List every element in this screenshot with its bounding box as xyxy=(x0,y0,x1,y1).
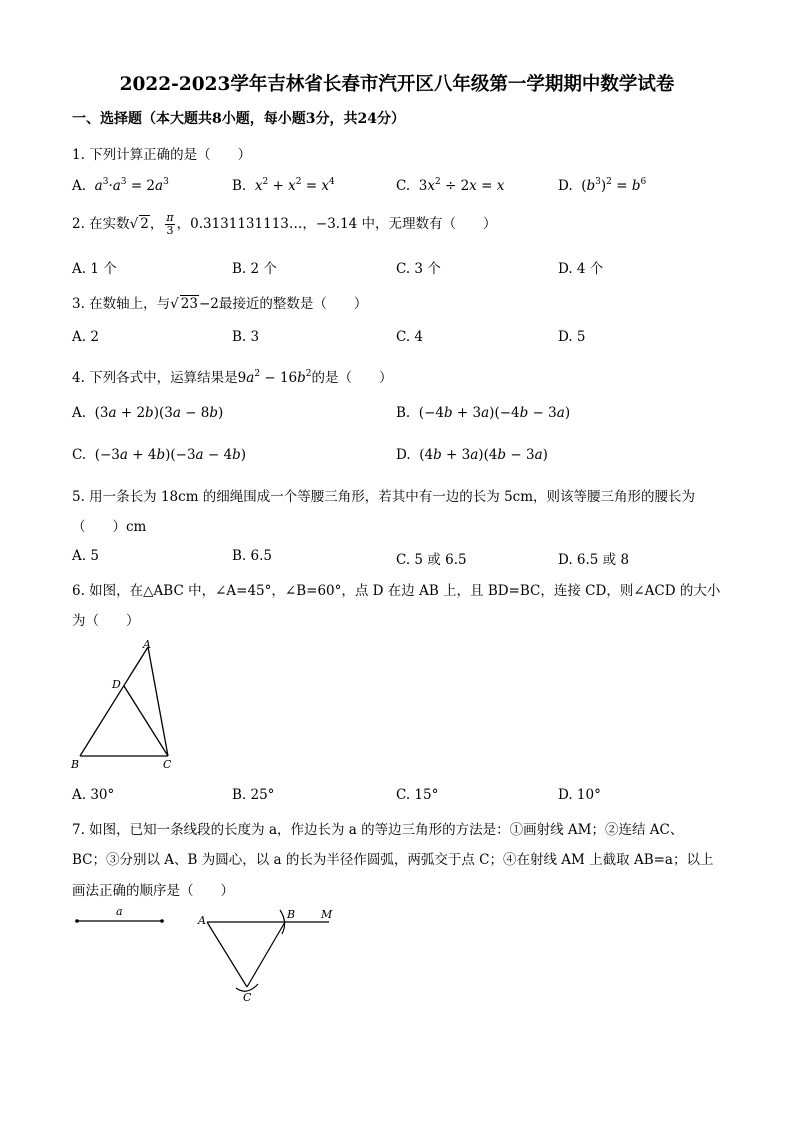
q2-option-b: B. 2 个 xyxy=(232,261,277,277)
section-heading: 一、选择题（本大题共8小题，每小题3分，共24分） xyxy=(72,111,405,127)
equilateral-construction-figure xyxy=(66,900,356,1010)
label-a: A xyxy=(198,914,206,927)
q3-option-d: D. 5 xyxy=(558,329,586,345)
q2-option-d: D. 4 个 xyxy=(558,261,604,277)
q3-option-c: C. 4 xyxy=(396,329,424,345)
q6-stem-line1: 6. 如图，在△ABC 中，∠A=45°，∠B=60°，点 D 在边 AB 上，且 BD=BC，连接 CD，则∠ACD 的大小 xyxy=(72,583,721,599)
q1-stem: 1. 下列计算正确的是（ ） xyxy=(72,147,252,163)
q6-option-c: C. 15° xyxy=(396,787,439,803)
q3-option-a: A. 2 xyxy=(72,329,99,345)
q1-option-b: B. $x^2 + x^2 = x^4$ xyxy=(232,177,335,194)
segment-bc xyxy=(247,922,285,987)
q5-option-a: A. 5 xyxy=(72,548,99,564)
q4-option-c: C. (−3a + 4b)(−3a − 4b) xyxy=(72,447,247,463)
triangle-abc-figure xyxy=(66,636,196,776)
q4-option-d: D. (4b + 3a)(4b − 3a) xyxy=(396,447,548,463)
q5-option-b: B. 6.5 xyxy=(232,548,272,564)
q5-option-d: D. 6.5 或 8 xyxy=(558,552,630,568)
segment-ac xyxy=(207,922,247,987)
label-b: B xyxy=(287,908,296,921)
q2-option-a: A. 1 个 xyxy=(72,261,117,277)
q1-option-d: D. $(b^3)^2 = b^6$ xyxy=(558,177,647,194)
page-title: 2022-2023学年吉林省长春市汽开区八年级第一学期期中数学试卷 xyxy=(119,74,675,95)
q7-stem-line3: 画法正确的顺序是（ ） xyxy=(72,883,234,899)
label-a-length: a xyxy=(116,905,123,918)
pi-over-3-fraction: $\frac{\pi}{3}$ xyxy=(166,211,174,237)
label-b: B xyxy=(71,758,80,771)
label-a: A xyxy=(143,638,151,651)
q7-stem-line2: BC；③分别以 A、B 为圆心，以 a 的长为半径作圆弧，两弧交于点 C；④在射线 AM 上截取 AB=a；以上 xyxy=(72,852,714,868)
q4-stem: 4. 下列各式中，运算结果是$9a^2 - 16b^2$的是（ ） xyxy=(72,369,393,386)
q1-option-a: A. $a^3\cdot a^3 = 2a^3$ xyxy=(72,177,169,194)
label-d: D xyxy=(112,678,121,691)
q6-option-d: D. 10° xyxy=(558,787,601,803)
q5-stem-line1: 5. 用一条长为 18cm 的细绳围成一个等腰三角形，若其中有一边的长为 5cm，则该等腰三角形的腰长为 xyxy=(72,489,696,505)
q5-option-c: C. 5 或 6.5 xyxy=(396,552,467,568)
segment-a xyxy=(75,919,164,923)
q6-option-b: B. 25° xyxy=(232,787,275,803)
label-c: C xyxy=(163,758,172,771)
q6-option-a: A. 30° xyxy=(72,787,115,803)
q3-option-b: B. 3 xyxy=(232,329,260,345)
q1-option-c: C. $3x^2 \div 2x = x$ xyxy=(396,177,505,194)
q7-stem-line1: 7. 如图，已知一条线段的长度为 a，作边长为 a 的等边三角形的方法是：①画射线 AM；②连结 AC、 xyxy=(72,822,684,838)
q4-option-a: A. (3a + 2b)(3a − 8b) xyxy=(72,405,224,421)
q2-option-c: C. 3 个 xyxy=(396,261,441,277)
q4-option-b: B. (−4b + 3a)(−4b − 3a) xyxy=(396,405,571,421)
label-c: C xyxy=(243,991,252,1004)
q3-stem: 3. 在数轴上，与√ 23−2最接近的整数是（ ） xyxy=(72,296,368,312)
q2-stem: 2. 在实数√ 2， $\frac{\pi}{3}$ ，0.3131131113…，−3.14 中，无理数有（ ） xyxy=(72,211,497,237)
q6-stem-line2: 为（ ） xyxy=(72,613,140,629)
segment-ba xyxy=(80,647,148,756)
label-m: M xyxy=(321,908,333,921)
q5-stem-line2: （ ）cm xyxy=(72,519,147,535)
